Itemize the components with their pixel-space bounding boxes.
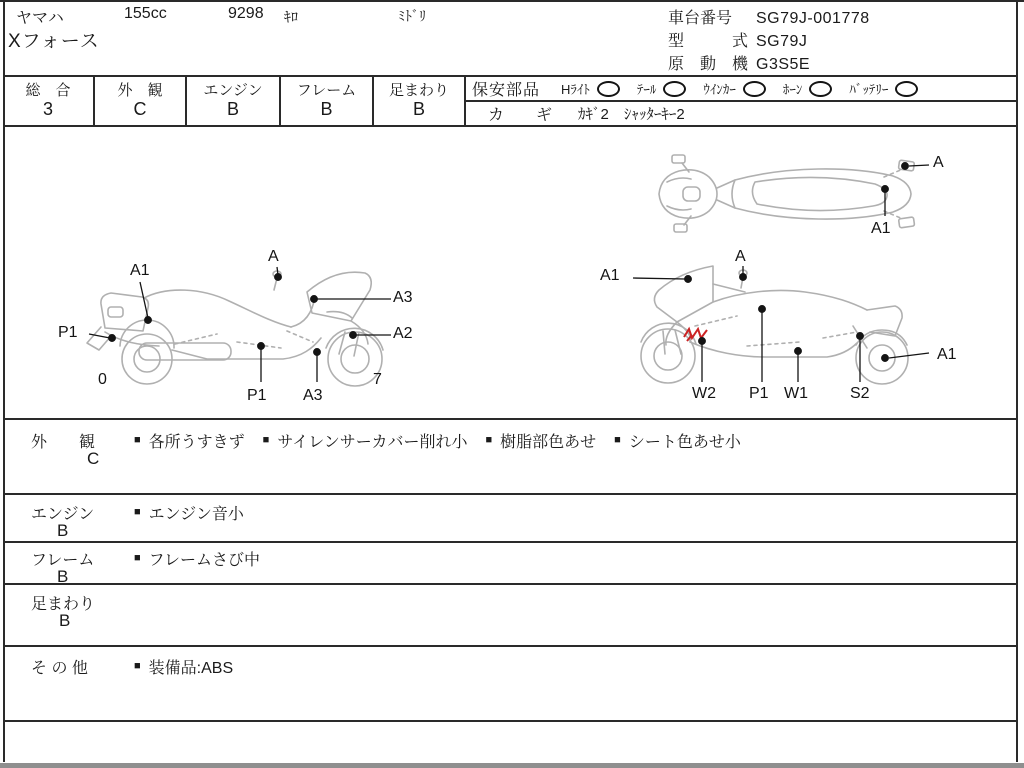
- engine-code-label: 原 動 機: [668, 56, 749, 73]
- safety-item-battery: [849, 79, 918, 98]
- damage-code-label: A: [268, 248, 279, 265]
- safety-item-headlight: [561, 79, 620, 98]
- section-grade: B: [57, 521, 69, 540]
- safety-item-tail: [637, 79, 687, 98]
- bullet-icon: ■: [134, 433, 141, 446]
- section-row-other: [3, 645, 1016, 720]
- comment-text: フレームさび中: [148, 552, 261, 569]
- chassis-number-value: SG79J-001778: [756, 10, 870, 27]
- grade-value: 3: [42, 99, 53, 120]
- scooter-top-view-art: [637, 144, 947, 244]
- safety-item-label: ﾊﾞｯﾃﾘｰ: [849, 82, 889, 97]
- section-row-exterior: [3, 418, 1016, 493]
- section-label: フレーム: [31, 552, 95, 569]
- grade-cell-undercarriage: [374, 77, 466, 125]
- section-row-undercarriage: [3, 583, 1016, 645]
- safety-item-label: ｳｲﾝｶｰ: [703, 82, 736, 97]
- safety-item-label: Hﾗｲﾄ: [561, 82, 590, 97]
- grade-value: B: [412, 99, 425, 120]
- damage-code-label: A1: [600, 267, 620, 284]
- section-grade: C: [87, 449, 100, 468]
- damage-code-label: S2: [850, 385, 870, 402]
- diagram-number: 7: [373, 371, 382, 388]
- safety-item-horn: [783, 79, 833, 98]
- comment-text: シート色あせ小: [628, 434, 741, 451]
- safety-item-label: ﾃｰﾙ: [636, 82, 657, 97]
- bullet-icon: ■: [485, 433, 493, 446]
- mileage-unit: ｷﾛ: [284, 9, 298, 25]
- comment-text: 樹脂部色あせ: [500, 434, 597, 451]
- bullet-icon: ■: [614, 433, 621, 446]
- section-row-frame: [3, 541, 1016, 586]
- body-color: ﾐﾄﾞﾘ: [398, 8, 426, 24]
- safety-parts-label: 保安部品: [472, 82, 541, 99]
- grade-value: C: [133, 99, 147, 120]
- ok-circle-icon: [663, 81, 686, 97]
- damage-code-label: P1: [749, 385, 769, 402]
- grade-value: B: [226, 99, 239, 120]
- damage-code-label: P1: [58, 324, 78, 341]
- comment-item: [134, 547, 260, 570]
- section-grade: B: [57, 567, 69, 586]
- section-label: エンジン: [31, 506, 95, 523]
- comment-text: エンジン音小: [148, 506, 244, 523]
- grade-cell-overall: [3, 77, 95, 125]
- bullet-icon: ■: [262, 433, 270, 446]
- bullet-icon: ■: [134, 505, 141, 518]
- border-top: [0, 0, 1024, 2]
- section-row-engine: [3, 493, 1016, 541]
- diagram-number: 0: [98, 371, 107, 388]
- grade-label: フレーム: [296, 82, 357, 100]
- comment-item: [263, 429, 468, 452]
- safety-item-label: ﾎｰﾝ: [782, 82, 803, 97]
- displacement: 155cc: [124, 5, 167, 22]
- section-label: 足まわり: [31, 596, 96, 613]
- comment-text: 装備品:ABS: [148, 660, 234, 677]
- section-comments: [134, 655, 233, 678]
- grade-cell-engine: [187, 77, 281, 125]
- border-bottom: [0, 763, 1024, 768]
- model-code-row: [668, 28, 807, 51]
- ok-circle-icon: [809, 81, 832, 97]
- comment-text: 各所うすきず: [148, 434, 245, 451]
- section-label: 外 観: [31, 434, 96, 451]
- key-row: [466, 102, 1018, 125]
- damage-code-label: A2: [393, 325, 413, 342]
- comment-item: [614, 429, 741, 452]
- damage-code-label: A3: [303, 387, 323, 404]
- ok-circle-icon: [743, 81, 766, 97]
- section-label: そ の 他: [31, 660, 88, 677]
- safety-parts-row: [466, 77, 1018, 102]
- grade-label: 外 観: [117, 82, 163, 100]
- section-grade: B: [59, 611, 71, 630]
- comment-item: [486, 429, 597, 452]
- grade-label: 足まわり: [388, 82, 449, 100]
- chassis-number-row: [668, 5, 870, 28]
- ok-circle-icon: [597, 81, 620, 97]
- engine-code-value: G3S5E: [756, 56, 811, 73]
- grade-table: [3, 75, 1018, 127]
- maker-name: ヤマハ: [16, 10, 64, 27]
- safety-parts-box: [466, 77, 1018, 125]
- grade-label: 総 合: [25, 82, 71, 100]
- key-value: ｶｷﾞ2 ｼｬｯﾀｰｷｰ2: [578, 106, 685, 123]
- comment-item: [134, 429, 245, 452]
- damage-code-label: P1: [247, 387, 267, 404]
- model-code-label: 型 式: [668, 33, 749, 50]
- section-comments: [134, 547, 260, 570]
- grade-cell-frame: [281, 77, 374, 125]
- section-comments: [134, 429, 741, 452]
- model-name: Xフォース: [8, 31, 100, 52]
- comment-text: サイレンサーカバー削れ小: [277, 434, 468, 451]
- grade-value: B: [320, 99, 333, 120]
- damage-code-label: A1: [130, 262, 150, 279]
- bullet-icon: ■: [134, 551, 141, 564]
- chassis-number-label: 車台番号: [668, 10, 733, 27]
- damage-code-label: W1: [784, 385, 808, 402]
- damage-code-label: A: [735, 248, 746, 265]
- section-row-empty: [3, 720, 1016, 763]
- grade-label: エンジン: [203, 82, 263, 100]
- model-code-value: SG79J: [756, 33, 808, 50]
- damage-code-label: A: [933, 154, 944, 171]
- section-comments: [134, 501, 244, 524]
- damage-code-label: A1: [871, 220, 891, 237]
- damage-code-label: A3: [393, 289, 413, 306]
- damage-diagram-area: [3, 127, 1016, 418]
- bullet-icon: ■: [134, 659, 141, 672]
- ok-circle-icon: [895, 81, 918, 97]
- damage-code-label: A1: [937, 346, 957, 363]
- safety-item-winker: [703, 79, 766, 98]
- key-label: カ ギ: [488, 107, 553, 124]
- grade-cell-exterior: [95, 77, 187, 125]
- damage-code-label: W2: [692, 385, 716, 402]
- comment-item: [134, 655, 233, 678]
- engine-code-row: [668, 51, 810, 74]
- comment-item: [134, 501, 244, 524]
- mileage-value: 9298: [228, 5, 264, 22]
